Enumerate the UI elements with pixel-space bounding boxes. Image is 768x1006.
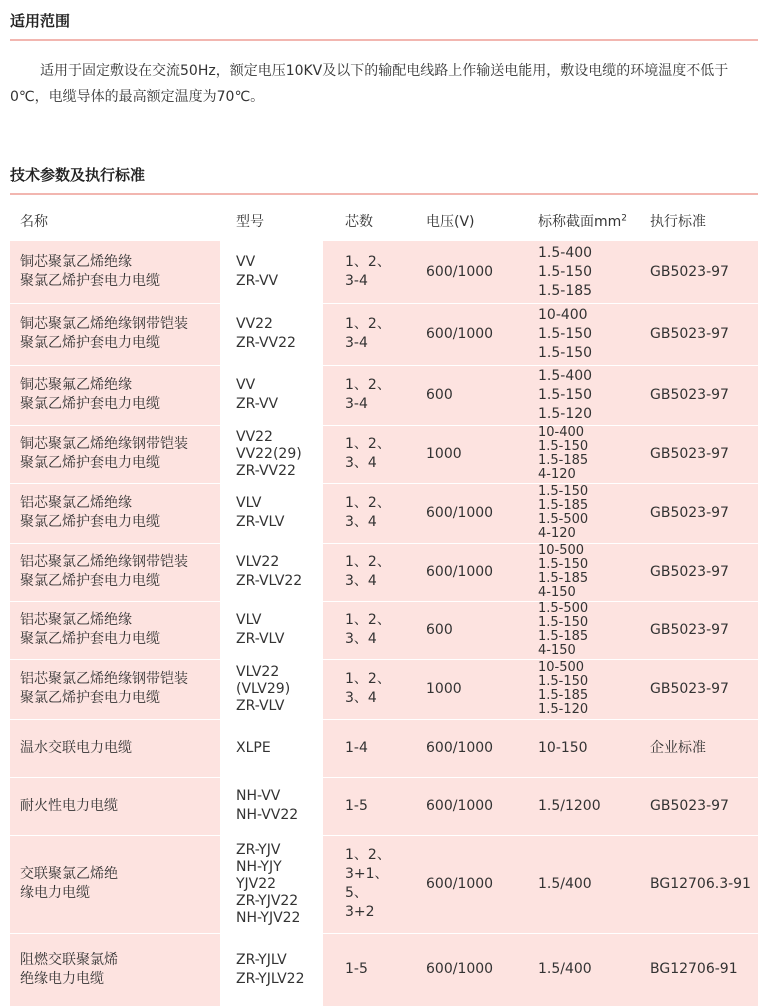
- cell-line: 聚氯乙烯护套电力电缆: [20, 396, 160, 412]
- cell-line: 交联聚氯乙烯绝: [20, 866, 118, 882]
- cell-line: ZR-VV: [236, 396, 279, 412]
- cell-line: GB5023-97: [650, 386, 729, 403]
- cell-line: 5、: [345, 885, 368, 901]
- table-cell-name: [20, 777, 218, 835]
- cell-line: 1、2、: [345, 554, 391, 570]
- cell-line: NH-VV22: [236, 807, 299, 823]
- cell-line: NH-YJY: [236, 858, 282, 875]
- table-cell-model: [236, 425, 321, 483]
- cell-line: 10-150: [538, 739, 588, 756]
- table-cell-section: [538, 719, 643, 777]
- table-cell-cores: [345, 777, 415, 835]
- table-cell-cores: [345, 835, 415, 933]
- tech-divider: [10, 193, 758, 195]
- cell-line: ZR-VV: [236, 273, 279, 289]
- table-cell-voltage: [426, 777, 526, 835]
- cell-line: VV: [236, 254, 256, 270]
- table-cell-cores: [345, 425, 415, 483]
- cell-line: 1.5-150: [538, 325, 593, 342]
- cell-line: 600/1000: [426, 797, 494, 814]
- cell-line: 1.5-185: [538, 453, 589, 468]
- header-section-sup: 2: [621, 213, 628, 224]
- table-cell-voltage: [426, 719, 526, 777]
- cell-line: 1.5/400: [538, 961, 592, 977]
- cell-line: 4-120: [538, 467, 576, 482]
- cell-line: 10-400: [538, 306, 588, 323]
- table-cell-standard: [650, 365, 758, 425]
- table-cell-cores: [345, 543, 415, 601]
- cell-line: ZR-YJLV22: [236, 970, 305, 987]
- cell-line: 1.5-150: [538, 615, 589, 630]
- cell-line: 600: [426, 621, 453, 638]
- header-section-label: 标称截面mm: [538, 214, 622, 230]
- table-cell-standard: [650, 425, 758, 483]
- cell-line: 阻燃交联聚氯烯: [20, 951, 118, 968]
- cell-line: 3-4: [345, 273, 368, 289]
- table-cell-model: [236, 543, 321, 601]
- table-cell-standard: [650, 303, 758, 365]
- cell-line: 1.5/400: [538, 875, 592, 892]
- cell-line: NH-VV: [236, 788, 281, 804]
- table-cell-voltage: [426, 425, 526, 483]
- table-cell-cores: [345, 659, 415, 719]
- cell-line: 铜芯聚氯乙烯绝缘钢带铠装: [20, 316, 188, 332]
- cell-line: 铜芯聚氟乙烯绝缘: [20, 377, 132, 393]
- cell-line: 3、4: [345, 455, 377, 471]
- cell-line: BG12706-91: [650, 961, 738, 977]
- cell-line: (VLV29): [236, 680, 291, 697]
- cell-line: YJV22: [236, 875, 277, 892]
- table-cell-voltage: [426, 543, 526, 601]
- cell-line: ZR-YJV: [236, 841, 281, 858]
- cell-line: 3+2: [345, 904, 375, 920]
- table-cell-model: [236, 303, 321, 365]
- cell-line: 1.5-185: [538, 282, 593, 299]
- header-voltage: 电压(V): [426, 214, 475, 230]
- cell-line: 1.5-150: [538, 263, 593, 280]
- cell-line: 聚氯乙烯护套电力电缆: [20, 455, 160, 471]
- table-cell-cores: [345, 601, 415, 659]
- cell-line: 1.5/1200: [538, 797, 601, 814]
- cell-line: GB5023-97: [650, 325, 729, 342]
- cell-line: GB5023-97: [650, 263, 729, 280]
- cell-line: 3+1、: [345, 866, 389, 882]
- cell-line: ZR-VLV: [236, 697, 285, 714]
- cell-line: 聚氯乙烯护套电力电缆: [20, 514, 160, 530]
- table-cell-section: [538, 543, 643, 601]
- table-cell-voltage: [426, 241, 526, 303]
- cell-line: GB5023-97: [650, 563, 729, 580]
- cell-line: 1.5-150: [538, 674, 589, 689]
- table-cell-name: [20, 601, 218, 659]
- table-cell-model: [236, 659, 321, 719]
- header-model: 型号: [236, 214, 264, 230]
- cell-line: VLV: [236, 612, 262, 628]
- table-cell-name: [20, 241, 218, 303]
- cell-line: 1.5-500: [538, 601, 589, 616]
- cell-line: VV22: [236, 316, 273, 332]
- table-cell-model: [236, 365, 321, 425]
- header-section: [538, 211, 627, 231]
- cell-line: 1000: [426, 680, 462, 697]
- cell-line: 1.5-185: [538, 688, 589, 703]
- table-cell-voltage: [426, 835, 526, 933]
- table-cell-cores: [345, 303, 415, 365]
- scope-text: 适用于固定敷设在交流50Hz，额定电压10KV及以下的输配电线路上作输送电能用，敷设电缆的环境温度不低于0℃，电缆导体的最高额定温度为70℃。: [10, 63, 729, 105]
- cell-line: 聚氯乙烯护套电力电缆: [20, 273, 160, 289]
- cell-line: 1.5-150: [538, 484, 589, 499]
- cell-line: 1-5: [345, 797, 368, 814]
- cell-line: ZR-VLV: [236, 514, 285, 530]
- table-cell-section: [538, 483, 643, 543]
- cell-line: GB5023-97: [650, 680, 729, 697]
- cell-line: 600/1000: [426, 325, 494, 342]
- cell-line: 1、2、: [345, 495, 391, 511]
- table-cell-section: [538, 425, 643, 483]
- header-name: 名称: [20, 214, 48, 230]
- table-cell-section: [538, 933, 643, 1006]
- cell-line: 600/1000: [426, 263, 494, 280]
- cell-line: 绝缘电力电缆: [20, 970, 104, 987]
- table-cell-section: [538, 303, 643, 365]
- cell-line: 铝芯聚氯乙烯绝缘: [20, 495, 132, 511]
- cell-line: 4-150: [538, 585, 576, 600]
- table-cell-voltage: [426, 303, 526, 365]
- table-cell-name: [20, 835, 218, 933]
- cell-line: GB5023-97: [650, 621, 729, 638]
- cell-line: 企业标准: [650, 739, 706, 756]
- cell-line: 10-400: [538, 425, 585, 440]
- table-cell-standard: [650, 241, 758, 303]
- cell-line: 3、4: [345, 573, 377, 589]
- cell-line: 耐火性电力电缆: [20, 797, 118, 814]
- scope-divider: [10, 39, 758, 41]
- cell-line: 1.5-150: [538, 557, 589, 572]
- table-cell-standard: [650, 601, 758, 659]
- table-cell-name: [20, 543, 218, 601]
- cell-line: ZR-VV22: [236, 335, 296, 351]
- cell-line: ZR-VLV: [236, 631, 285, 647]
- cell-line: 4-120: [538, 526, 576, 541]
- cell-line: 3-4: [345, 396, 368, 412]
- cell-line: 4-150: [538, 643, 576, 658]
- cell-line: 聚氯乙烯护套电力电缆: [20, 631, 160, 647]
- cell-line: 1、2、: [345, 436, 391, 452]
- cell-line: 1.5-400: [538, 367, 593, 384]
- table-cell-name: [20, 483, 218, 543]
- cell-line: XLPE: [236, 739, 271, 756]
- table-cell-model: [236, 777, 321, 835]
- table-cell-cores: [345, 719, 415, 777]
- cell-line: 铝芯聚氯乙烯绝缘: [20, 612, 132, 628]
- table-cell-name: [20, 659, 218, 719]
- cell-line: NH-YJV22: [236, 909, 301, 926]
- cell-line: 缘电力电缆: [20, 885, 90, 901]
- cell-line: 1、2、: [345, 316, 391, 332]
- cell-line: 1.5-500: [538, 512, 589, 527]
- table-cell-standard: [650, 659, 758, 719]
- table-cell-standard: [650, 835, 758, 933]
- cell-line: 铝芯聚氯乙烯绝缘钢带铠装: [20, 671, 188, 687]
- table-cell-name: [20, 365, 218, 425]
- cell-line: GB5023-97: [650, 504, 729, 521]
- cell-line: 3、4: [345, 514, 377, 530]
- table-cell-section: [538, 659, 643, 719]
- cell-line: ZR-VV22: [236, 462, 296, 479]
- table-cell-standard: [650, 777, 758, 835]
- cell-line: 1-4: [345, 739, 368, 756]
- table-cell-model: [236, 835, 321, 933]
- cell-line: VLV22: [236, 554, 280, 570]
- table-cell-standard: [650, 719, 758, 777]
- table-cell-name: [20, 719, 218, 777]
- cell-line: 10-500: [538, 660, 585, 675]
- cell-line: 1.5-185: [538, 498, 589, 513]
- table-cell-cores: [345, 365, 415, 425]
- cell-line: GB5023-97: [650, 797, 729, 814]
- cell-line: 600: [426, 386, 453, 403]
- cell-line: 1.5-150: [538, 439, 589, 454]
- cell-line: 1000: [426, 445, 462, 462]
- table-cell-model: [236, 241, 321, 303]
- table-cell-voltage: [426, 601, 526, 659]
- cell-line: VLV22: [236, 663, 280, 680]
- cell-line: 600/1000: [426, 961, 494, 977]
- cell-line: 600/1000: [426, 739, 494, 756]
- cell-line: 600/1000: [426, 504, 494, 521]
- cell-line: 1.5-150: [538, 344, 593, 361]
- table-cell-section: [538, 365, 643, 425]
- table-cell-cores: [345, 241, 415, 303]
- table-cell-name: [20, 425, 218, 483]
- table-cell-section: [538, 601, 643, 659]
- table-cell-standard: [650, 543, 758, 601]
- cell-line: 聚氯乙烯护套电力电缆: [20, 335, 160, 351]
- cell-line: 温水交联电力电缆: [20, 739, 132, 756]
- table-cell-name: [20, 303, 218, 365]
- cell-line: 1、2、: [345, 671, 391, 687]
- header-standard: 执行标准: [650, 214, 706, 230]
- cell-line: ZR-YJV22: [236, 892, 299, 909]
- cell-line: 1.5-120: [538, 405, 593, 422]
- table-cell-model: [236, 483, 321, 543]
- table-cell-voltage: [426, 933, 526, 1006]
- cell-line: 1、2、: [345, 847, 391, 863]
- cell-line: VV22: [236, 428, 273, 445]
- cell-line: 3、4: [345, 690, 377, 706]
- tech-title: 技术参数及执行标准: [10, 166, 146, 184]
- table-cell-section: [538, 835, 643, 933]
- cell-line: 1、2、: [345, 612, 391, 628]
- cell-line: 3、4: [345, 631, 377, 647]
- table-cell-cores: [345, 483, 415, 543]
- cell-line: GB5023-97: [650, 445, 729, 462]
- cell-line: 1.5-150: [538, 386, 593, 403]
- table-cell-model: [236, 719, 321, 777]
- table-cell-model: [236, 933, 321, 1006]
- table-cell-section: [538, 777, 643, 835]
- cell-line: VV22(29): [236, 445, 302, 462]
- table-cell-standard: [650, 483, 758, 543]
- cell-line: 1、2、: [345, 254, 391, 270]
- cell-line: 600/1000: [426, 563, 494, 580]
- cell-line: 1.5-185: [538, 629, 589, 644]
- cell-line: VLV: [236, 495, 262, 511]
- cell-line: 铜芯聚氯乙烯绝缘: [20, 254, 132, 270]
- table-cell-name: [20, 933, 218, 1006]
- cell-line: 1.5-400: [538, 244, 593, 261]
- cell-line: 600/1000: [426, 875, 494, 892]
- table-cell-standard: [650, 933, 758, 1006]
- cell-line: ZR-YJLV: [236, 951, 287, 968]
- table-cell-model: [236, 601, 321, 659]
- cell-line: 1.5-185: [538, 571, 589, 586]
- cell-line: 3-4: [345, 335, 368, 351]
- cell-line: 1-5: [345, 961, 368, 977]
- scope-title: 适用范围: [10, 12, 71, 30]
- table-cell-voltage: [426, 659, 526, 719]
- cell-line: 聚氯乙烯护套电力电缆: [20, 690, 160, 706]
- table-cell-section: [538, 241, 643, 303]
- table-cell-cores: [345, 933, 415, 1006]
- cell-line: 铝芯聚氯乙烯绝缘钢带铠装: [20, 554, 188, 570]
- cell-line: 1、2、: [345, 377, 391, 393]
- cell-line: VV: [236, 377, 256, 393]
- cell-line: 1.5-120: [538, 702, 589, 717]
- cell-line: 聚氯乙烯护套电力电缆: [20, 573, 160, 589]
- cell-line: ZR-VLV22: [236, 573, 303, 589]
- header-cores: 芯数: [345, 214, 373, 230]
- cell-line: 10-500: [538, 543, 585, 558]
- cell-line: 铜芯聚氯乙烯绝缘钢带铠装: [20, 436, 188, 452]
- table-cell-voltage: [426, 483, 526, 543]
- cell-line: BG12706.3-91: [650, 875, 751, 892]
- table-cell-voltage: [426, 365, 526, 425]
